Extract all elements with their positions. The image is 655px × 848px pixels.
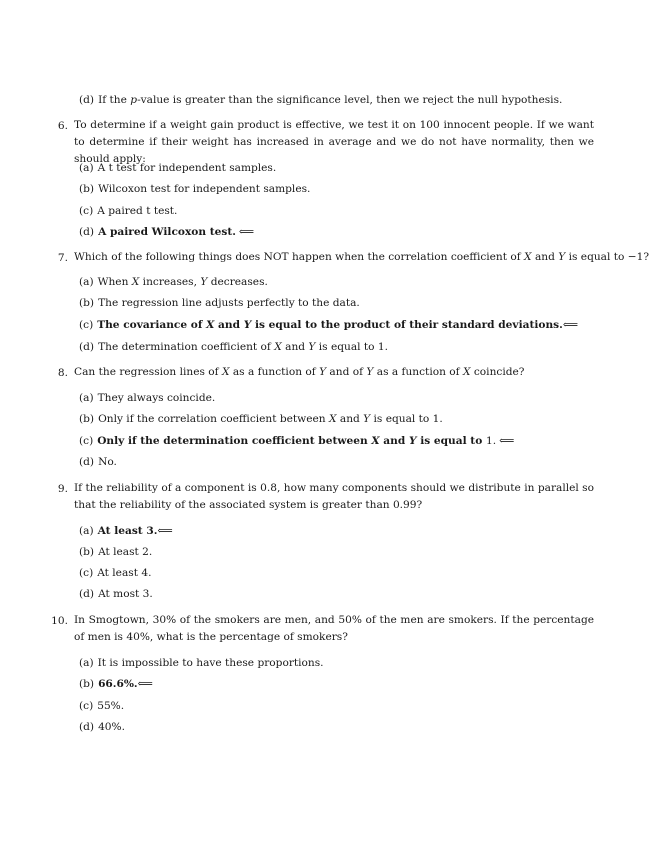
question-9-text: If the reliability of a component is 0.8, how many components should we distribute in parallel so that the reliability of the associated system is greater than 0.99? [74, 482, 594, 511]
question-6-number: 6. [57, 120, 68, 132]
q10-option-b-correct: (b) 66.6%.⟸ [79, 678, 153, 690]
q6-option-a: (a) A t test for independent samples. [79, 162, 277, 174]
question-8-number: 8. [57, 367, 68, 379]
q9-option-b: (b) At least 2. [79, 546, 153, 558]
q8-option-d: (d) No. [79, 456, 117, 468]
q9-option-d: (d) At most 3. [79, 588, 153, 600]
correct-answer-arrow-icon: ⟸ [499, 435, 515, 447]
q8-option-a: (a) They always coincide. [79, 392, 216, 404]
q7-option-d: (d) The determination coefficient of X and Y is equal to 1. [79, 341, 389, 353]
q10-option-a: (a) It is impossible to have these proportions. [79, 657, 324, 669]
correct-answer-arrow-icon: ⟸ [157, 525, 173, 537]
q6-option-c: (c) A paired t test. [79, 205, 178, 217]
q7-option-c-correct: (c) The covariance of X and Y is equal to the product of their standard deviations.⟸ [79, 319, 578, 331]
q9-option-a-correct: (a) At least 3.⟸ [79, 525, 173, 537]
option-carryover-d: (d) If the p-value is greater than the significance level, then we reject the null hypothesis. [79, 94, 563, 106]
question-7-text: Which of the following things does NOT happen when the correlation coefficient of X and Y is equal to −1? [74, 251, 650, 263]
question-8-text: Can the regression lines of X as a function of Y and of Y as a function of X coincide? [74, 366, 525, 378]
correct-answer-arrow-icon: ⟸ [562, 319, 578, 331]
q7-option-b: (b) The regression line adjusts perfectly to the data. [79, 297, 360, 309]
option-label: (d) [79, 94, 95, 106]
q6-option-b: (b) Wilcoxon test for independent samples. [79, 183, 311, 195]
q10-option-d: (d) 40%. [79, 721, 125, 733]
correct-answer-arrow-icon: ⟸ [238, 226, 255, 238]
q9-option-c: (c) At least 4. [79, 567, 152, 579]
question-9-number: 9. [57, 483, 68, 495]
q10-option-c: (c) 55%. [79, 700, 125, 712]
question-6-text: To determine if a weight gain product is effective, we test it on 100 innocent people. If we want to determine if their weight has increased in average and we do not have normality, then we should apply: [74, 119, 594, 165]
q7-option-a: (a) When X increases, Y decreases. [79, 276, 268, 288]
q8-option-c-correct: (c) Only if the determination coefficient between X and Y is equal to 1. ⟸ [79, 435, 515, 447]
question-10-text: In Smogtown, 30% of the smokers are men, and 50% of the men are smokers. If the percentage of men is 40%, what is the percentage of smokers? [74, 614, 594, 643]
q6-option-d-correct: (d) A paired Wilcoxon test. ⟸ [79, 226, 255, 238]
question-7-number: 7. [57, 252, 68, 264]
question-10-number: 10. [51, 615, 68, 627]
correct-answer-arrow-icon: ⟸ [137, 678, 153, 690]
q8-option-b: (b) Only if the correlation coefficient between X and Y is equal to 1. [79, 413, 443, 425]
